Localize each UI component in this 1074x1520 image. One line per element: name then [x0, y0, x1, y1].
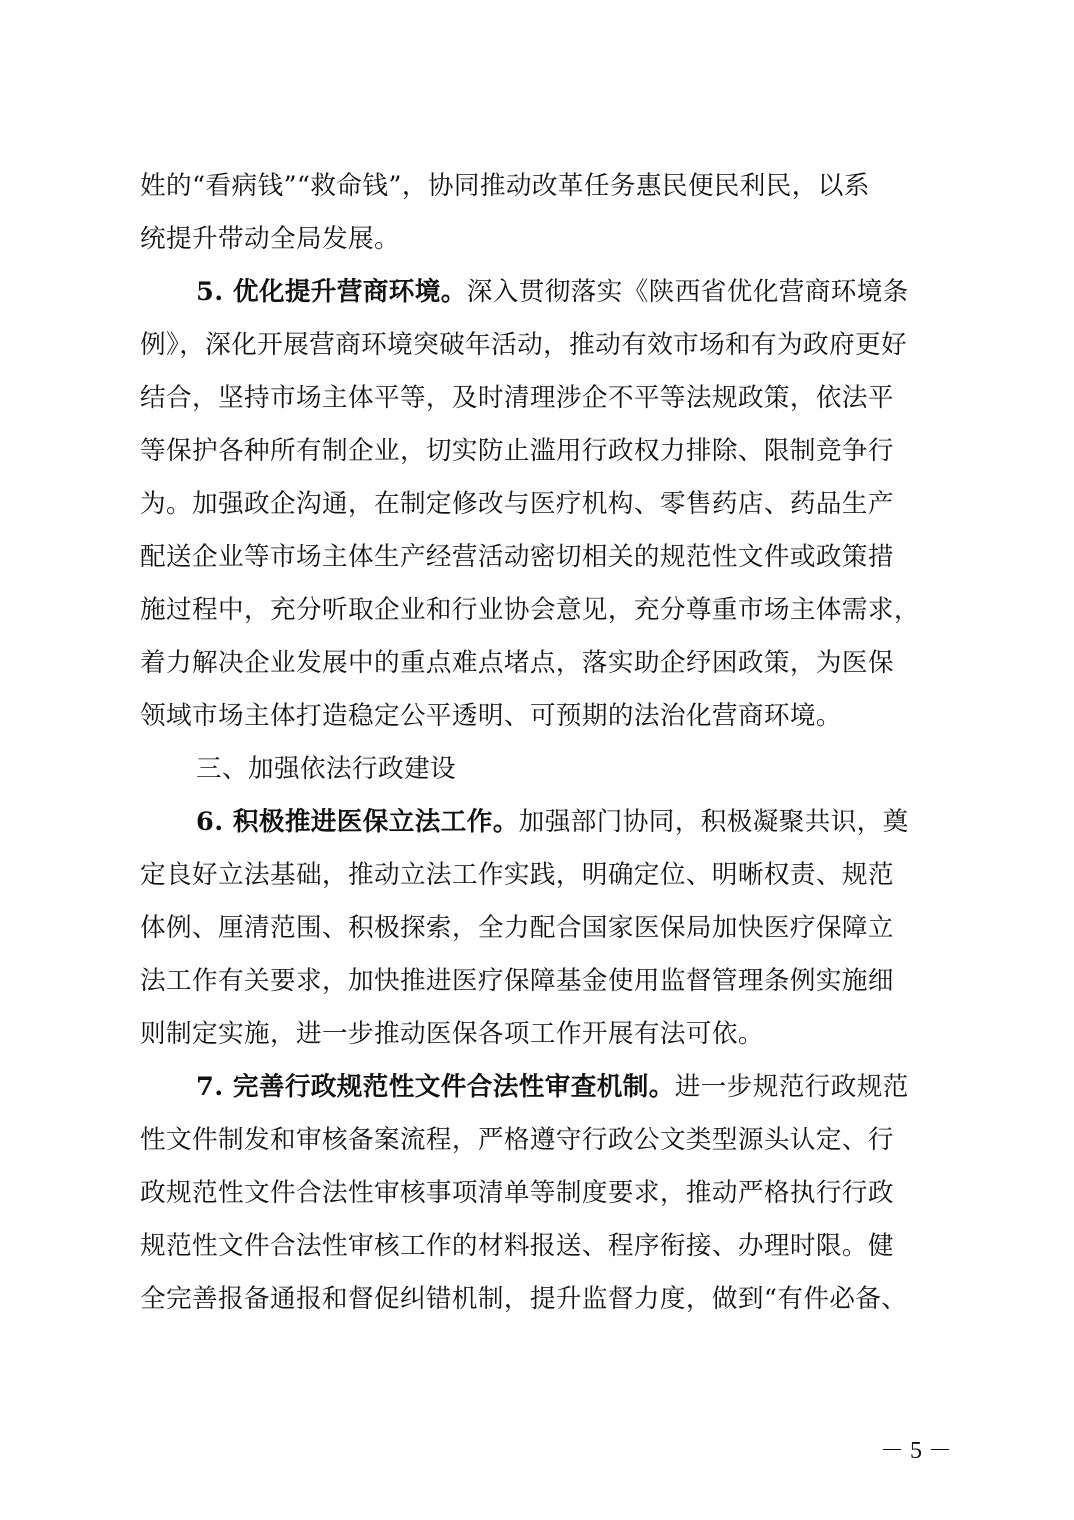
text-line: 为。加强政企沟通，在制定修改与医疗机构、零售药店、药品生产: [140, 489, 894, 519]
text-line: 性文件制发和审核备案流程，严格遵守行政公文类型源头认定、行: [140, 1125, 894, 1155]
text-line: 领域市场主体打造稳定公平透明、可预期的法治化营商环境。: [140, 701, 842, 731]
section-3-heading: 三、加强依法行政建设: [196, 754, 456, 784]
text-line: 配送企业等市场主体生产经营活动密切相关的规范性文件或政策措: [140, 542, 894, 572]
body-text: [140, 160, 948, 1326]
text-line: 深入贯彻落实《陕西省优化营商环境条: [466, 277, 909, 307]
text-line: 例》，深化开展营商环境突破年活动，推动有效市场和有为政府更好: [140, 330, 908, 360]
text-line: 体例、厘清范围、积极探索，全力配合国家医保局加快医疗保障立: [140, 913, 894, 943]
section-7-paragraph: [140, 1061, 948, 1114]
text-line: 统提升带动全局发展。: [140, 224, 400, 254]
text-line: 规范性文件合法性审核工作的材料报送、程序衔接、办理时限。健: [140, 1231, 894, 1261]
page-number: － 5 －: [880, 1438, 952, 1464]
section-5-paragraph: [140, 266, 948, 319]
section-6-heading: 6. 积极推进医保立法工作。: [196, 807, 519, 837]
text-line: 姓的“看病钱”“救命钱”，协同推动改革任务惠民便民利民，以系: [140, 171, 870, 201]
text-line: 则制定实施，进一步推动医保各项工作开展有法可依。: [140, 1019, 764, 1049]
section-6-paragraph: [140, 796, 948, 849]
text-line: 施过程中，充分听取企业和行业协会意见，充分尊重市场主体需求，: [140, 595, 920, 625]
text-line: 法工作有关要求，加快推进医疗保障基金使用监督管理条例实施细: [140, 966, 894, 996]
section-5-heading: 5. 优化提升营商环境。: [196, 277, 467, 307]
text-line: 定良好立法基础，推动立法工作实践，明确定位、明晰权责、规范: [140, 860, 894, 890]
text-line: 政规范性文件合法性审核事项清单等制度要求，推动严格执行行政: [140, 1178, 894, 1208]
text-line: 加强部门协同，积极凝聚共识，奠: [518, 807, 909, 837]
text-line: 结合，坚持市场主体平等，及时清理涉企不平等法规政策，依法平: [140, 383, 894, 413]
section-7-heading: 7. 完善行政规范性文件合法性审查机制。: [196, 1072, 675, 1102]
text-line: 等保护各种所有制企业，切实防止滥用行政权力排除、限制竞争行: [140, 436, 894, 466]
text-line: 进一步规范行政规范: [674, 1072, 909, 1102]
text-line: 着力解决企业发展中的重点难点堵点，落实助企纾困政策，为医保: [140, 648, 894, 678]
text-line: 全完善报备通报和督促纠错机制，提升监督力度，做到“有件必备、: [140, 1284, 908, 1314]
